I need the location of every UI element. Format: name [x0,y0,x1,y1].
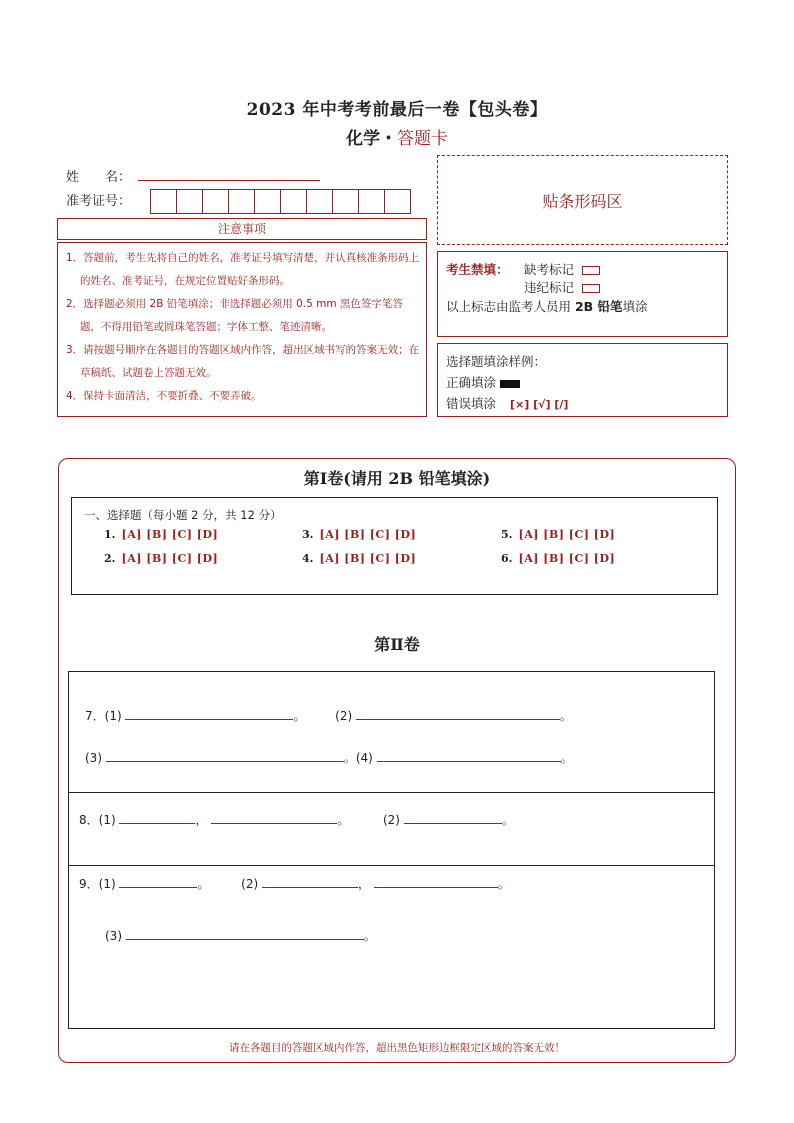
mcq-question-4[interactable] [302,552,416,565]
id-digit-box[interactable] [384,189,411,214]
period: 。 [337,813,350,827]
forbid-label: 考生禁填： [446,262,509,277]
notice-item: 2．选择题必须用 2B 铅笔填涂；非选择题必须用 0.5 mm 黑色签字笔答题，不得用铅笔或圆珠笔答题；字体工整、笔迹清晰。 [66,298,403,333]
divider [69,792,714,793]
bubble-options[interactable]: [A] [B] [C] [D] [121,552,219,565]
q7-part2-blank[interactable] [356,707,560,720]
note-bold: 2B 铅笔 [574,299,623,314]
id-digit-box[interactable] [228,189,255,214]
comma: ， [195,813,208,827]
part1-title: 第Ⅰ卷(请用 2B 铅笔填涂) [303,469,491,488]
written-answer-section [68,671,715,1029]
q7-part3-blank[interactable] [106,749,344,762]
note-suffix: 填涂 [622,299,648,314]
violation-checkbox[interactable] [582,284,600,293]
id-digit-box[interactable] [176,189,203,214]
bubble-options[interactable]: [A] [B] [C] [D] [518,552,616,565]
correct-label: 正确填涂 [446,375,497,390]
id-digit-box[interactable] [202,189,229,214]
page-subtitle [0,124,794,149]
q8-line [79,811,514,828]
wrong-marks: [×] [√] [/] [510,398,569,411]
forbid-note [446,297,648,315]
mcq-title: 一、选择题（每小题 2 分，共 12 分） [84,508,282,522]
mcq-question-2[interactable] [104,552,218,565]
id-digit-box[interactable] [306,189,333,214]
violation-mark [524,278,600,296]
q9-part3-blank[interactable] [126,927,364,940]
forbidden-fill-box [437,251,728,337]
q7-part3-label: (3) [85,751,102,765]
name-label: 姓 名： [66,170,132,185]
notice-box [57,242,427,417]
barcode-label: 贴条形码区 [542,191,623,211]
q7-part1-blank[interactable] [125,707,293,720]
footer-warning: 请在各题目的答题区域内作答，超出黑色矩形边框限定区域的答案无效！ [229,1042,565,1054]
correct-sample [446,373,520,391]
missing-exam-mark [524,260,600,278]
period: 。 [559,709,572,723]
q9-part2-label: (2) [241,877,259,891]
q9-part2b-blank[interactable] [374,875,498,888]
note-prefix: 以上标志由监考人员用 [446,299,575,314]
mcq-question-1[interactable] [104,528,218,541]
mcq-question-3[interactable] [302,528,416,541]
period: 。 [560,751,573,765]
mcq-question-6[interactable] [501,552,615,565]
id-label: 准考证号： [66,194,132,209]
id-digit-box[interactable] [280,189,307,214]
q8-part2-blank[interactable] [404,811,502,824]
q7-part4-label: 。(4) [343,751,373,765]
question-number: 1. [104,528,116,541]
question-number: 2. [104,552,116,565]
question-number: 6. [501,552,513,565]
q9-part1-blank[interactable] [119,875,197,888]
mcq-section [71,497,718,595]
id-digit-box[interactable] [332,189,359,214]
part2-title: 第Ⅱ卷 [374,635,420,654]
id-digit-box[interactable] [150,189,177,214]
barcode-area [437,155,728,245]
q7-line1 [85,707,572,724]
divider [69,865,714,866]
answer-card-label: 答题卡 [397,129,448,149]
period: 。 [501,813,514,827]
id-digit-box[interactable] [254,189,281,214]
q8-part1-label: 8．(1) [79,813,116,827]
q8-part2-label: (2) [382,813,400,827]
notice-item: 1．答题前，考生先将自己的姓名，准考证号填写清楚，并认真核准条形码上的姓名、准考证号，在规定位置贴好条形码。 [66,252,420,287]
subject-label: 化学・ [346,129,397,149]
name-field[interactable] [138,180,320,181]
question-number: 3. [302,528,314,541]
q7-part1-label: 7．(1) [85,709,122,723]
missing-label: 缺考标记 [524,262,575,277]
q9-line2 [105,927,376,944]
q9-part3-label: (3) [105,929,122,943]
period: 。 [497,877,510,891]
exam-id-boxes[interactable] [151,189,411,212]
question-number: 4. [302,552,314,565]
q9-part1-label: 9．(1) [79,877,116,891]
sample-heading: 选择题填涂样例： [446,354,547,369]
period: 。 [197,877,210,891]
filled-mark-icon [500,380,520,388]
q7-line2 [85,749,573,766]
comma: ， [357,877,370,891]
page-title: 2023 年中考考前最后一卷【包头卷】 [246,100,548,120]
bubble-options[interactable]: [A] [B] [C] [D] [121,528,219,541]
bubble-options[interactable]: [A] [B] [C] [D] [319,552,417,565]
q8-part1a-blank[interactable] [119,811,195,824]
id-digit-box[interactable] [358,189,385,214]
q8-part1b-blank[interactable] [211,811,337,824]
bubble-options[interactable]: [A] [B] [C] [D] [319,528,417,541]
notice-item: 3．请按题号顺序在各题目的答题区域内作答，超出区域书写的答案无效；在草稿纸、试题卷上答题无效。 [66,344,420,379]
q9-part2a-blank[interactable] [262,875,358,888]
q7-part4-blank[interactable] [377,749,561,762]
missing-checkbox[interactable] [582,266,600,275]
q9-line1 [79,875,510,892]
bubble-options[interactable]: [A] [B] [C] [D] [518,528,616,541]
q7-part2-label: (2) [335,709,353,723]
period: 。 [293,709,306,723]
notice-heading: 注意事项 [57,218,427,240]
fill-sample-box [437,343,728,417]
mcq-question-5[interactable] [501,528,615,541]
period: 。 [363,929,376,943]
notice-item: 4．保持卡面清洁，不要折叠、不要弄破。 [66,390,262,402]
question-number: 5. [501,528,513,541]
wrong-label: 错误填涂 [446,396,497,411]
wrong-sample [446,394,568,412]
violation-label: 违纪标记 [524,280,575,295]
